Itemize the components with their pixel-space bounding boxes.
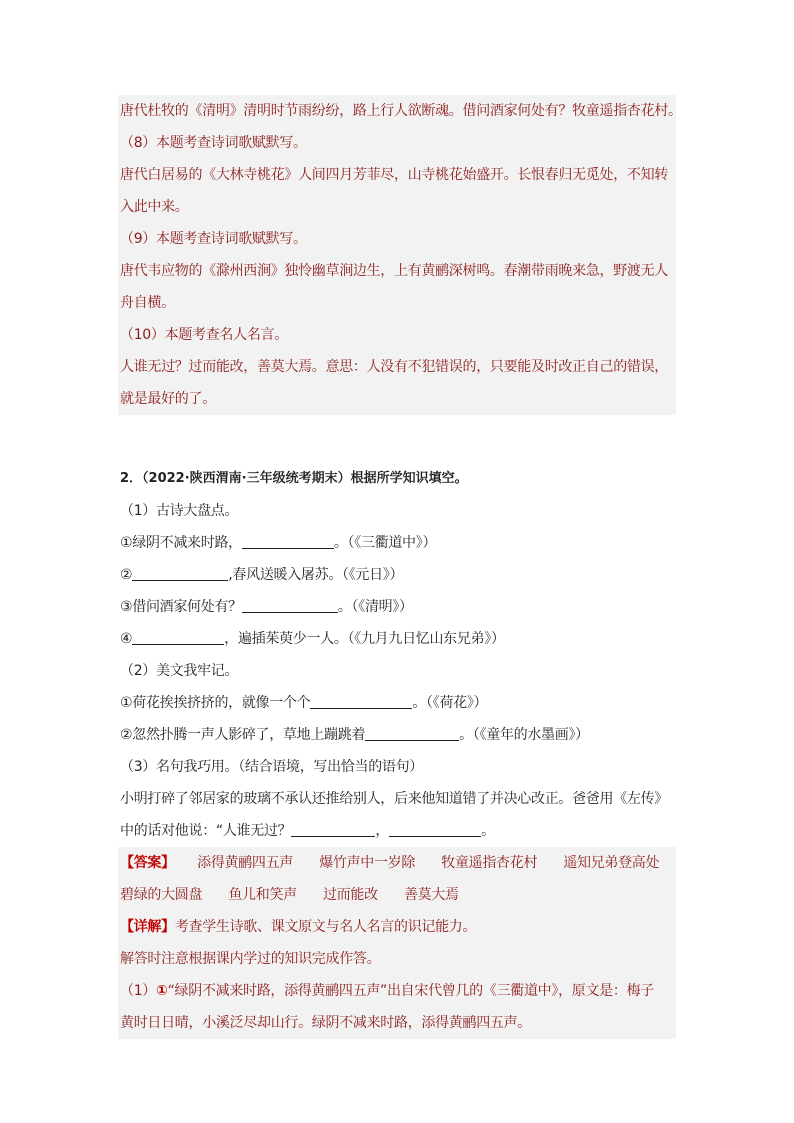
item-number: ① (156, 983, 168, 999)
answer-item: 鱼儿和笑声 (228, 887, 297, 903)
fill-item: ④ ，遍插茱萸少一人。（《九月九日忆山东兄弟》） (118, 623, 676, 655)
explanation-line: 人谁无过？过而能改，善莫大焉。意思：人没有不犯错误的，只要能及时改正自己的错误， (120, 359, 668, 375)
answer-row (118, 847, 676, 879)
detail-label: 【详解】 (120, 919, 175, 935)
explanation-line: 唐代杜牧的《清明》清明时节雨纷纷，路上行人欲断魂。借问酒家何处有？牧童遥指杏花村。 (120, 103, 682, 119)
question-block (118, 463, 676, 847)
fill-item: ③借问酒家何处有？ 。（《清明》） (118, 591, 676, 623)
sub-question-heading: （1）古诗大盘点。 (120, 503, 239, 519)
answer-item: 善莫大焉 (403, 887, 459, 903)
answer-blank[interactable] (310, 692, 412, 709)
detail-line: 解答时注意根据课内学过的知识完成作答。 (120, 951, 381, 967)
fill-item: ② ,春风送暖入屠苏。（《元日》） (118, 559, 676, 591)
explanation-line: （9）本题考查诗词歌赋默写。 (120, 231, 307, 247)
answer-label: 【答案】 (120, 855, 175, 871)
detail-line: 黄时日日晴，小溪泛尽却山行。绿阴不减来时路，添得黄鹂四五声。 (120, 1015, 531, 1031)
answer-blank[interactable] (389, 820, 481, 837)
answer-blank[interactable] (132, 564, 228, 581)
answer-blank[interactable] (291, 820, 375, 837)
explanation-line: （10）本题考查名人名言。 (120, 327, 288, 343)
answer-item: 过而能改 (323, 887, 378, 903)
answer-box (118, 847, 676, 1039)
answer-item: 遥知兄弟登高处 (563, 855, 660, 871)
answer-blank[interactable] (132, 628, 224, 645)
explanation-line: 就是最好的了。 (120, 391, 216, 407)
sub-question-heading: （2）美文我牢记。 (120, 663, 239, 679)
explanation-line: （8）本题考查诗词歌赋默写。 (120, 135, 307, 151)
detail-line: （1）①“绿阴不减来时路，添得黄鹂四五声”出自宋代曾几的《三衢道中》，原文是：梅子 (120, 983, 654, 999)
answer-item: 牧童遥指杏花村 (441, 855, 538, 871)
fill-item: ①荷花挨挨挤挤的，就像一个个 。（《荷花》） (118, 687, 676, 719)
answer-item: 添得黄鹂四五声 (197, 855, 294, 871)
answer-item: 碧绿的大圆盘 (120, 887, 203, 903)
answer-blank[interactable] (242, 596, 338, 613)
detail-row: 【详解】考查学生诗歌、课文原文与名人名言的识记能力。 (120, 919, 477, 935)
explanation-line: 唐代白居易的《大林寺桃花》人间四月芳菲尽，山寺桃花始盛开。长恨春归无觅处，不知转 (120, 167, 668, 183)
answer-row (118, 879, 676, 911)
sub-question-heading: （3）名句我巧用。（结合语境，写出恰当的语句） (120, 759, 424, 775)
explanation-line: 入此中来。 (120, 199, 189, 215)
document-page (118, 95, 682, 1039)
question-title: 2．（2022·陕西渭南·三年级统考期末）根据所学知识填空。 (120, 471, 468, 486)
fill-item: ②忽然扑腾一声人影碎了，草地上蹦跳着 。（《童年的水墨画》） (118, 719, 676, 751)
fill-item: ①绿阴不减来时路， 。（《三衢道中》） (118, 527, 676, 559)
section-gap (118, 415, 676, 463)
previous-answer-box (118, 95, 682, 415)
explanation-line: 舟自横。 (120, 295, 175, 311)
explanation-line: 唐代韦应物的《滁州西涧》独怜幽草涧边生，上有黄鹂深树鸣。春潮带雨晚来急，野渡无人 (120, 263, 668, 279)
answer-blank[interactable] (242, 532, 334, 549)
answer-item: 爆竹声中一岁除 (319, 855, 416, 871)
context-line: 小明打碎了邻居家的玻璃不承认还推给别人，后来他知道错了并决心改正。爸爸用《左传》 (120, 791, 668, 807)
answer-blank[interactable] (365, 724, 459, 741)
fill-item: 中的话对他说：“人谁无过？ ， 。 (118, 815, 676, 847)
